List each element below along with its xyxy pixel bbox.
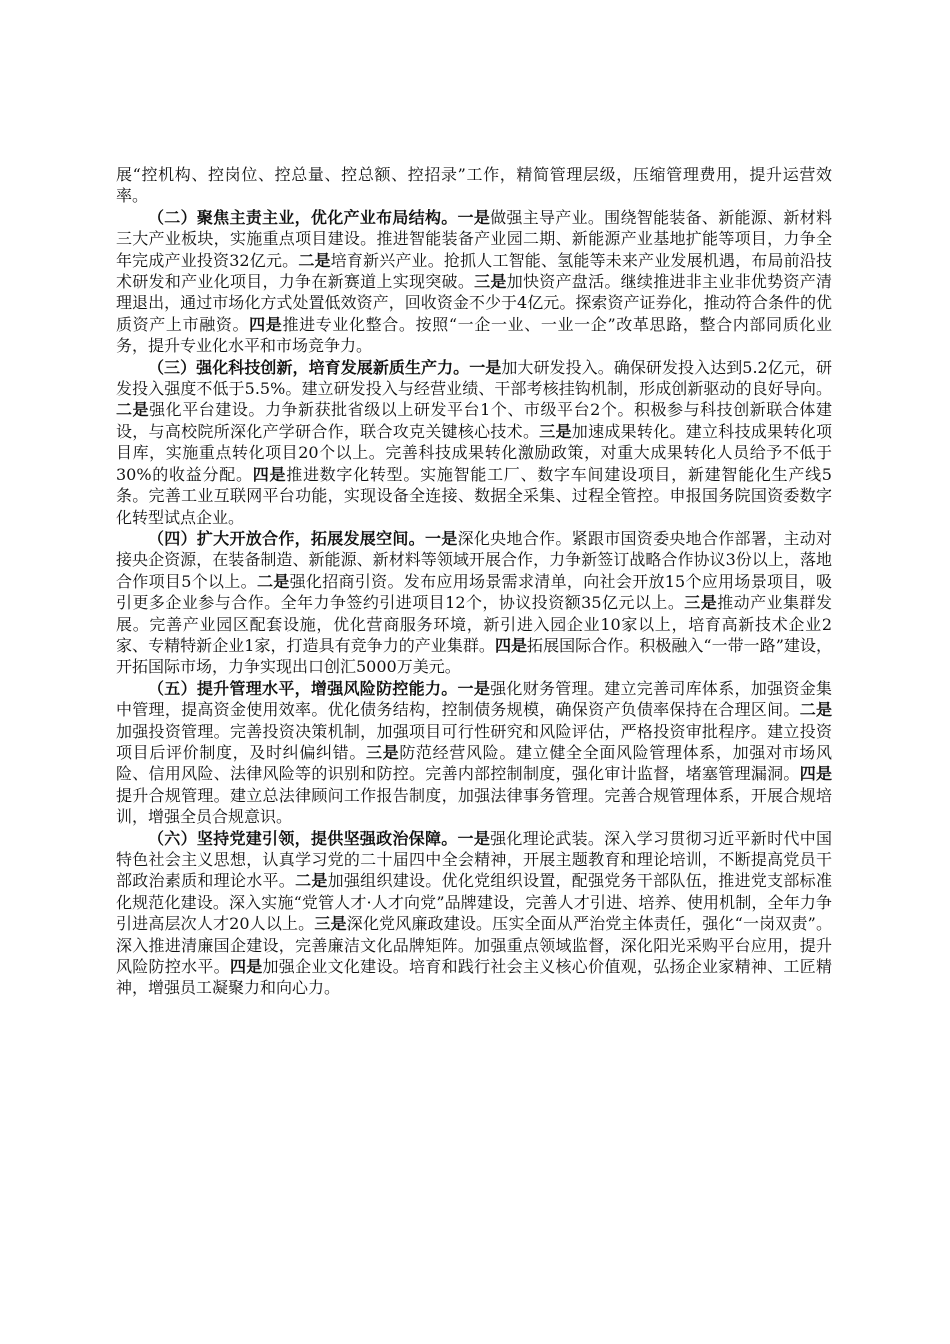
text-run: 加强组织建设。优化党组织设置，配强党务干部队伍，推进党支部标准化规范化建设。深入实施“党管人才·人才向党”品牌建设，完善人才引进、培养、使用机制，全年力争引进高层次人才20人以上。: [116, 871, 832, 934]
text-run: 强化财务管理。建立完善司库体系，加强资金集中管理，提高资金使用效率。优化债务结构，控制债务规模，确保资产负债率保持在合理区间。: [116, 678, 832, 720]
text-run: 加强企业文化建设。培育和践行社会主义核心价值观，弘扬企业家精神、工匠精神，增强员工凝聚力和向心力。: [116, 957, 832, 998]
text-run: 拓展国际合作。积极融入“一带一路”建设，开拓国际市场，力争实现出口创汇5000万美元。: [116, 635, 832, 677]
bold-run: 二是: [295, 871, 328, 891]
text-run: 培育新兴产业。抢抓人工智能、氢能等未来产业发展机遇，布局前沿技术研发和产业化项目，力争在新赛道上实现突破。: [116, 250, 832, 292]
bold-run: 三是: [539, 421, 572, 441]
paragraph-section-5: [116, 678, 832, 828]
bold-run: 三是: [474, 272, 507, 292]
bold-run: 二是: [116, 400, 150, 420]
bold-run: 四是: [252, 464, 287, 484]
text-run: 加大研发投入。确保研发投入达到5.2亿元，研发投入强度不低于5.5%。建立研发投入与经营业绩、干部考核挂钩机制，形成创新驱动的良好导向。: [116, 357, 832, 399]
text-run: 强化理论武装。深入学习贯彻习近平新时代中国特色社会主义思想，认真学习党的二十届四中全会精神，开展主题教育和理论培训，不断提高党员干部政治素质和理论水平。: [116, 828, 832, 891]
bold-run: （五）提升管理水平，增强风险防控能力。一是: [148, 678, 491, 698]
text-run: 深化央地合作。紧跟市国资委央地合作部署，主动对接央企资源，在装备制造、新能源、新材料等领域开展合作，力争新签订战略合作协议3份以上，落地合作项目5个以上。: [116, 528, 832, 591]
bold-run: （四）扩大开放合作，拓展发展空间。一是: [148, 528, 458, 548]
text-run: 推进专业化整合。按照“一企一业、一业一企”改革思路，整合内部同质化业务，提升专业化水平和市场竞争力。: [116, 314, 832, 356]
paragraph-section-6: [116, 828, 832, 999]
paragraph-intro-tail: [116, 164, 832, 207]
paragraph-section-3: [116, 357, 832, 528]
bold-run: （三）强化科技创新，培育发展新质生产力。一是: [148, 357, 502, 377]
bold-run: 二是: [298, 250, 331, 270]
text-run: 提升合规管理。建立总法律顾问工作报告制度，加强法律事务管理。完善合规管理体系，开展合规培训，增强全员合规意识。: [116, 785, 832, 827]
bold-run: 三是: [365, 742, 400, 762]
text-run: 防范经营风险。建立健全全面风险管理体系，加强对市场风险、信用风险、法律风险等的识别和防控。完善内部控制制度，强化审计监督，堵塞管理漏洞。: [116, 742, 832, 784]
text-run: 推动产业集群发展。完善产业园区配套设施，优化营商服务环境，新引进入园企业10家以上，培育高新技术企业2家、专精特新企业1家，打造具有竞争力的产业集群。: [116, 593, 832, 655]
bold-run: 二是: [799, 700, 832, 720]
text-run: 强化平台建设。力争新获批省级以上研发平台1个、市级平台2个。积极参与科技创新联合体建设，与高校院所深化产学研合作，联合攻克关键核心技术。: [116, 400, 832, 441]
bold-run: 三是: [314, 914, 347, 934]
bold-run: 四是: [494, 635, 528, 655]
document-body: [116, 164, 832, 999]
paragraph-section-2: [116, 207, 832, 357]
bold-run: （二）聚焦主责主业，优化产业布局结构。一是: [148, 207, 491, 227]
text-run: 加强投资管理。完善投资决策机制，加强项目可行性研究和风险评估，严格投资审批程序。建立投资项目后评价制度，及时纠偏纠错。: [116, 721, 832, 762]
text-run: 深化党风廉政建设。压实全面从严治党主体责任，强化“一岗双责”。深入推进清廉国企建设，完善廉洁文化品牌矩阵。加强重点领域监督，深化阳光采购平台应用，提升风险防控水平。: [116, 914, 832, 977]
text-run: 加速成果转化。建立科技成果转化项目库，实施重点转化项目20个以上。完善科技成果转化激励政策，对重大成果转化人员给予不低于30%的收益分配。: [116, 421, 832, 484]
text-run: 加快资产盘活。继续推进非主业非优势资产清理退出，通过市场化方式处置低效资产，回收资金不少于4亿元。探索资产证券化，推动符合条件的优质资产上市融资。: [116, 272, 832, 334]
bold-run: 三是: [684, 593, 718, 613]
bold-run: 二是: [257, 571, 290, 591]
text-run: 展“控机构、控岗位、控总量、控总额、控招录”工作，精简管理层级，压缩管理费用，提升运营效率。: [116, 165, 832, 206]
bold-run: 四是: [799, 764, 832, 784]
bold-run: （六）坚持党建引领，提供坚强政治保障。一是: [148, 828, 491, 848]
paragraph-section-4: [116, 528, 832, 678]
bold-run: 四是: [249, 314, 283, 334]
bold-run: 四是: [229, 957, 263, 977]
text-run: 推进数字化转型。实施智能工厂、数字车间建设项目，新建智能化生产线5条。完善工业互联网平台功能，实现设备全连接、数据全采集、过程全管控。申报国务院国资委数字化转型试点企业。: [116, 464, 832, 527]
text-run: 做强主导产业。围绕智能装备、新能源、新材料三大产业板块，实施重点项目建设。推进智能装备产业园二期、新能源产业基地扩能等项目，力争全年完成产业投资32亿元。: [116, 207, 832, 270]
text-run: 强化招商引资。发布应用场景需求清单，向社会开放15个应用场景项目，吸引更多企业参与合作。全年力争签约引进项目12个，协议投资额35亿元以上。: [116, 571, 832, 613]
